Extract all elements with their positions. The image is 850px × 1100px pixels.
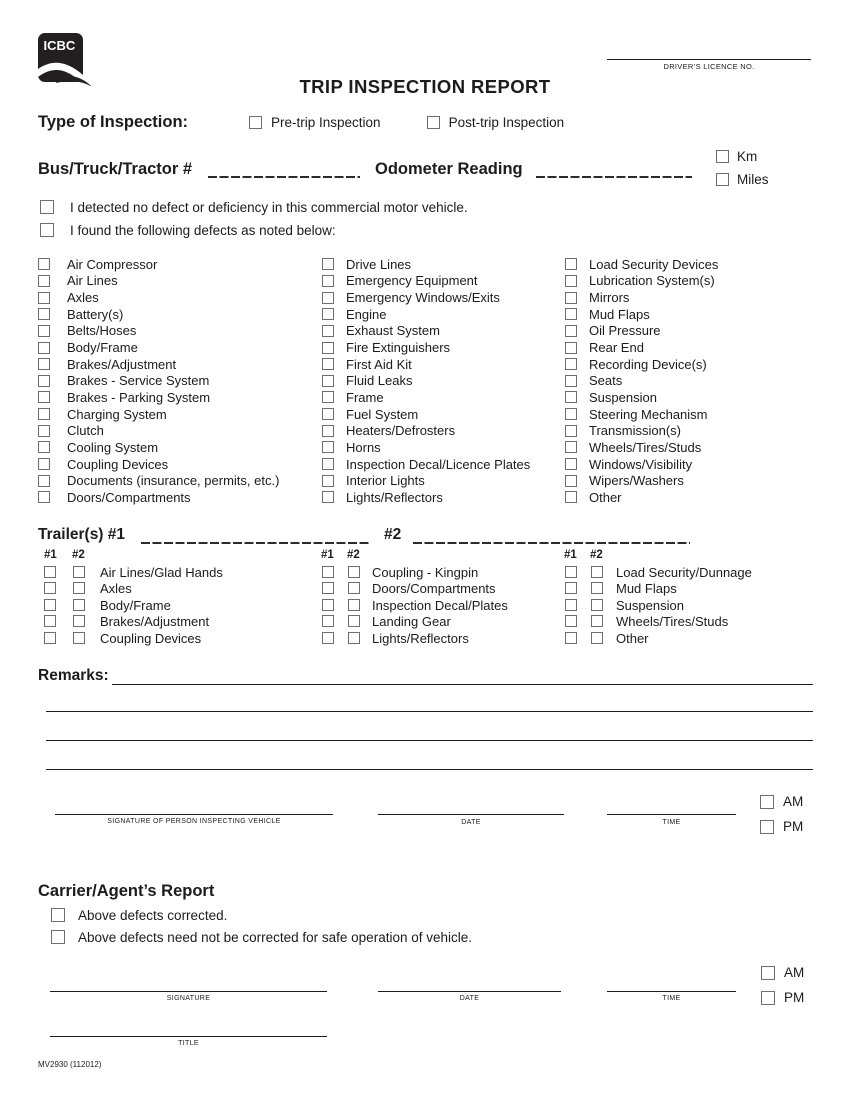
trailer-item-label: Coupling Devices <box>100 630 202 646</box>
trailer-col1-header: #1 <box>321 549 334 561</box>
defect-item <box>565 273 718 290</box>
odometer-unit-checkbox[interactable] <box>716 150 729 163</box>
trailer1-checkbox[interactable] <box>322 599 334 611</box>
remarks-label: Remarks: <box>38 667 109 684</box>
defect-label: Air Compressor <box>67 256 158 272</box>
trailer2-checkbox[interactable] <box>73 566 85 578</box>
carrier-report-title: Carrier/Agent’s Report <box>38 882 215 900</box>
defect-checkbox[interactable] <box>38 441 50 453</box>
trailer-item-label: Suspension <box>616 597 684 613</box>
defect-item <box>565 256 718 273</box>
defect-item <box>38 422 279 439</box>
declaration-row <box>40 200 468 223</box>
trailer1-checkbox[interactable] <box>44 582 56 594</box>
defect-checkbox[interactable] <box>322 292 334 304</box>
defect-item <box>322 339 530 356</box>
defect-label: First Aid Kit <box>346 356 412 372</box>
carrier-option-checkbox[interactable] <box>51 930 65 944</box>
trailer-item-label: Other <box>616 630 649 646</box>
declarations <box>40 200 468 245</box>
defect-checkbox[interactable] <box>565 275 577 287</box>
trailer1-checkbox[interactable] <box>322 582 334 594</box>
defect-label: Emergency Equipment <box>346 273 478 289</box>
declaration-label: I found the following defects as noted below: <box>70 222 336 238</box>
defect-item <box>565 456 718 473</box>
defect-item <box>565 289 718 306</box>
inspector-am-option <box>760 794 803 809</box>
trailer-item-label: Air Lines/Glad Hands <box>100 565 223 580</box>
defect-checkbox[interactable] <box>38 325 50 337</box>
trailer1-checkbox[interactable] <box>565 599 577 611</box>
vehicle-unit-input-line[interactable] <box>208 176 360 178</box>
odometer-input-line[interactable] <box>536 176 692 178</box>
defect-checkbox[interactable] <box>322 458 334 470</box>
carrier-option-checkbox[interactable] <box>51 908 65 922</box>
defect-item <box>38 372 279 389</box>
defect-item <box>38 389 279 406</box>
defect-label: Mirrors <box>589 290 630 306</box>
trailer1-checkbox[interactable] <box>322 632 334 644</box>
defect-checkbox[interactable] <box>38 308 50 320</box>
trailer-col1-header: #1 <box>564 549 577 561</box>
carrier-am-label: AM <box>784 965 805 980</box>
defect-label: Seats <box>589 373 623 389</box>
trailer2-checkbox[interactable] <box>591 582 603 594</box>
trailer-item-label: Lights/Reflectors <box>372 630 469 646</box>
defect-label: Lights/Reflectors <box>346 489 443 505</box>
trailer2-checkbox[interactable] <box>73 615 85 627</box>
declaration-label: I detected no defect or deficiency in this commercial motor vehicle. <box>70 200 468 215</box>
defect-item <box>565 472 718 489</box>
defect-checkbox[interactable] <box>322 325 334 337</box>
defect-item <box>38 356 279 373</box>
defect-item <box>322 489 530 506</box>
defect-checkbox[interactable] <box>565 491 577 503</box>
defect-checkbox[interactable] <box>322 491 334 503</box>
defect-item <box>38 339 279 356</box>
defect-item <box>38 256 279 273</box>
defect-label: Air Lines <box>67 273 118 289</box>
trailer1-checkbox[interactable] <box>565 582 577 594</box>
defect-label: Fluid Leaks <box>346 373 413 389</box>
inspection-type-option <box>249 115 381 130</box>
defect-item <box>322 256 530 273</box>
defect-item <box>322 406 530 423</box>
trailer2-checkbox[interactable] <box>73 599 85 611</box>
defect-checkbox[interactable] <box>565 408 577 420</box>
defect-item <box>38 439 279 456</box>
declaration-checkbox[interactable] <box>40 223 54 237</box>
trailer-col2-header: #2 <box>590 549 603 561</box>
carrier-title-label: TITLE <box>178 1040 199 1047</box>
defect-checkbox[interactable] <box>565 342 577 354</box>
defect-label: Cooling System <box>67 439 159 455</box>
defect-label: Wipers/Washers <box>589 473 684 489</box>
carrier-title-line[interactable] <box>50 1036 327 1037</box>
trailer2-checkbox[interactable] <box>348 582 360 594</box>
trailer-item-label: Axles <box>100 581 132 597</box>
defects-column-2 <box>322 256 530 506</box>
trailer2-checkbox[interactable] <box>348 615 360 627</box>
trailer1-checkbox[interactable] <box>565 632 577 644</box>
defect-label: Emergency Windows/Exits <box>346 290 500 306</box>
carrier-pm-option <box>761 990 804 1005</box>
inspection-type-label: Type of Inspection: <box>38 113 189 131</box>
defect-label: Doors/Compartments <box>67 489 191 505</box>
defect-checkbox[interactable] <box>565 458 577 470</box>
defect-label: Brakes - Parking System <box>67 389 211 405</box>
defect-item <box>565 339 718 356</box>
carrier-date-label: DATE <box>459 995 480 1002</box>
carrier-option-row <box>51 930 472 952</box>
defect-label: Rear End <box>589 340 644 356</box>
declaration-row <box>40 223 468 246</box>
defect-checkbox[interactable] <box>565 375 577 387</box>
defect-label: Fire Extinguishers <box>346 340 451 356</box>
defect-label: Brakes - Service System <box>67 373 210 389</box>
defect-item <box>322 389 530 406</box>
defect-checkbox[interactable] <box>38 258 50 270</box>
odometer-unit-label: Km <box>737 149 758 164</box>
defect-label: Axles <box>67 290 99 306</box>
odometer-unit-option <box>716 168 769 191</box>
trailer1-checkbox[interactable] <box>322 566 334 578</box>
trailer-item-label: Wheels/Tires/Studs <box>616 614 729 630</box>
defect-item <box>38 406 279 423</box>
defect-item <box>322 472 530 489</box>
carrier-options <box>51 908 472 952</box>
defect-label: Charging System <box>67 406 167 422</box>
declaration-checkbox[interactable] <box>40 200 54 214</box>
defect-item <box>38 273 279 290</box>
trailer-item-label: Landing Gear <box>372 614 451 630</box>
defect-checkbox[interactable] <box>565 425 577 437</box>
inspection-type-checkbox[interactable] <box>249 116 262 129</box>
trailer1-checkbox[interactable] <box>565 615 577 627</box>
carrier-option-label: Above defects need not be corrected for safe operation of vehicle. <box>78 930 472 945</box>
defect-item <box>38 456 279 473</box>
defect-checkbox[interactable] <box>38 458 50 470</box>
defect-item <box>38 472 279 489</box>
inspection-type-option-label: Post-trip Inspection <box>448 115 565 130</box>
defect-item <box>322 323 530 340</box>
inspector-signature-label: SIGNATURE OF PERSON INSPECTING VEHICLE <box>107 818 281 825</box>
trailer1-input-line[interactable] <box>141 542 371 544</box>
page-title: TRIP INSPECTION REPORT <box>299 76 551 97</box>
inspection-type-checkbox[interactable] <box>427 116 440 129</box>
defect-checkbox[interactable] <box>38 342 50 354</box>
defect-item <box>322 439 530 456</box>
odometer-label: Odometer Reading <box>375 160 523 178</box>
trailer1-checkbox[interactable] <box>44 566 56 578</box>
defect-checkbox[interactable] <box>38 391 50 403</box>
icbc-logo-text: ICBC <box>43 38 76 53</box>
defect-item <box>322 306 530 323</box>
defect-item <box>565 323 718 340</box>
carrier-time-label: TIME <box>662 995 681 1002</box>
trailer-item-label: Body/Frame <box>100 597 171 613</box>
trailer2-label: #2 <box>384 526 402 543</box>
defect-checkbox[interactable] <box>565 308 577 320</box>
defect-label: Recording Device(s) <box>589 356 707 372</box>
defect-label: Fuel System <box>346 406 419 422</box>
inspector-date-line[interactable] <box>378 814 564 815</box>
defect-checkbox[interactable] <box>322 475 334 487</box>
trailer1-checkbox[interactable] <box>44 632 56 644</box>
defect-checkbox[interactable] <box>38 425 50 437</box>
defect-item <box>322 422 530 439</box>
trailer2-checkbox[interactable] <box>591 566 603 578</box>
defect-item <box>38 289 279 306</box>
remarks-line-3[interactable] <box>46 740 813 741</box>
defect-label: Exhaust System <box>346 323 440 339</box>
inspection-type-option <box>427 115 565 130</box>
trailer2-input-line[interactable] <box>413 542 690 544</box>
carrier-date-line[interactable] <box>378 991 561 992</box>
trailer2-checkbox[interactable] <box>591 632 603 644</box>
vehicle-unit-label: Bus/Truck/Tractor # <box>38 160 193 178</box>
defect-item <box>38 489 279 506</box>
defect-item <box>322 356 530 373</box>
odometer-unit-option <box>716 145 769 168</box>
defect-item <box>565 306 718 323</box>
trailer-col1-header: #1 <box>44 549 57 561</box>
defect-label: Horns <box>346 439 381 455</box>
defect-checkbox[interactable] <box>322 441 334 453</box>
trailer-col2-header: #2 <box>72 549 85 561</box>
inspector-pm-option <box>760 819 803 834</box>
trailer2-checkbox[interactable] <box>348 566 360 578</box>
trailer1-checkbox[interactable] <box>44 599 56 611</box>
odometer-units <box>716 145 769 191</box>
defect-label: Transmission(s) <box>589 423 681 439</box>
trailer-item-label: Doors/Compartments <box>372 581 496 597</box>
defect-item <box>38 306 279 323</box>
defect-label: Lubrication System(s) <box>589 273 715 289</box>
defect-checkbox[interactable] <box>322 375 334 387</box>
defect-checkbox[interactable] <box>322 408 334 420</box>
remarks-line-2[interactable] <box>46 711 813 712</box>
defect-label: Interior Lights <box>346 473 425 489</box>
inspector-pm-checkbox[interactable] <box>760 820 774 834</box>
inspector-am-checkbox[interactable] <box>760 795 774 809</box>
inspector-am-label: AM <box>783 794 804 809</box>
defect-item <box>322 273 530 290</box>
drivers-licence-line[interactable] <box>607 59 811 60</box>
trailer-item-label: Brakes/Adjustment <box>100 614 210 630</box>
trailer-item-label: Mud Flaps <box>616 581 677 597</box>
defect-label: Belts/Hoses <box>67 323 137 339</box>
defect-label: Wheels/Tires/Studs <box>589 439 702 455</box>
defect-label: Oil Pressure <box>589 323 661 339</box>
defect-checkbox[interactable] <box>322 391 334 403</box>
carrier-option-label: Above defects corrected. <box>78 908 228 923</box>
defect-checkbox[interactable] <box>38 375 50 387</box>
defect-checkbox[interactable] <box>38 292 50 304</box>
defect-label: Engine <box>346 306 387 322</box>
carrier-signature-line[interactable] <box>50 991 327 992</box>
defect-checkbox[interactable] <box>38 358 50 370</box>
defect-item <box>38 323 279 340</box>
form-number: MV2930 (112012) <box>38 1060 102 1069</box>
trailer-item-label: Coupling - Kingpin <box>372 565 479 580</box>
defect-checkbox[interactable] <box>322 425 334 437</box>
defect-checkbox[interactable] <box>322 342 334 354</box>
trailer1-checkbox[interactable] <box>322 615 334 627</box>
defect-label: Frame <box>346 389 384 405</box>
defect-label: Windows/Visibility <box>589 456 693 472</box>
odometer-unit-checkbox[interactable] <box>716 173 729 186</box>
carrier-am-option <box>761 965 804 980</box>
trailers-label: Trailer(s) #1 <box>38 526 126 543</box>
remarks-line-1[interactable] <box>112 684 813 685</box>
defect-label: Coupling Devices <box>67 456 169 472</box>
defect-item <box>565 406 718 423</box>
defect-label: Steering Mechanism <box>589 406 708 422</box>
trailer-item-label: Load Security/Dunnage <box>616 565 752 580</box>
inspector-time-line[interactable] <box>607 814 736 815</box>
trailer-col2-header: #2 <box>347 549 360 561</box>
defect-label: Load Security Devices <box>589 256 719 272</box>
defect-label: Documents (insurance, permits, etc.) <box>67 473 280 489</box>
defect-item <box>565 489 718 506</box>
defect-label: Suspension <box>589 389 657 405</box>
defect-label: Heaters/Defrosters <box>346 423 456 439</box>
defect-checkbox[interactable] <box>38 275 50 287</box>
trailer2-checkbox[interactable] <box>348 632 360 644</box>
defect-label: Inspection Decal/Licence Plates <box>346 456 531 472</box>
defect-checkbox[interactable] <box>38 491 50 503</box>
defect-label: Drive Lines <box>346 256 412 272</box>
defect-item <box>322 289 530 306</box>
inspector-date-label: DATE <box>461 819 481 826</box>
defect-label: Mud Flaps <box>589 306 650 322</box>
drivers-licence-label: DRIVER’S LICENCE NO. <box>663 62 755 71</box>
defect-label: Brakes/Adjustment <box>67 356 177 372</box>
defect-item <box>322 372 530 389</box>
defect-item <box>565 372 718 389</box>
defects-column-1 <box>38 256 279 506</box>
inspector-pm-label: PM <box>783 819 804 834</box>
defect-checkbox[interactable] <box>565 325 577 337</box>
trailer-item-label: Inspection Decal/Plates <box>372 597 508 613</box>
defect-checkbox[interactable] <box>565 258 577 270</box>
inspection-type-options <box>249 115 564 130</box>
carrier-pm-checkbox[interactable] <box>761 991 775 1005</box>
defect-label: Battery(s) <box>67 306 124 322</box>
carrier-time-line[interactable] <box>607 991 736 992</box>
defect-checkbox[interactable] <box>565 475 577 487</box>
trailer1-checkbox[interactable] <box>565 566 577 578</box>
defect-label: Other <box>589 489 622 505</box>
defect-checkbox[interactable] <box>565 441 577 453</box>
defects-column-3 <box>565 256 718 506</box>
defect-checkbox[interactable] <box>322 258 334 270</box>
defect-checkbox[interactable] <box>322 275 334 287</box>
carrier-option-row <box>51 908 472 930</box>
carrier-pm-label: PM <box>784 990 805 1005</box>
defect-item <box>565 422 718 439</box>
defect-label: Clutch <box>67 423 104 439</box>
defect-checkbox[interactable] <box>565 358 577 370</box>
defect-checkbox[interactable] <box>38 408 50 420</box>
trailer2-checkbox[interactable] <box>73 632 85 644</box>
defect-checkbox[interactable] <box>565 292 577 304</box>
defect-item <box>565 389 718 406</box>
defect-item <box>565 439 718 456</box>
defect-checkbox[interactable] <box>322 308 334 320</box>
inspector-time-label: TIME <box>662 819 681 826</box>
defect-checkbox[interactable] <box>322 358 334 370</box>
defect-checkbox[interactable] <box>565 391 577 403</box>
odometer-unit-label: Miles <box>737 172 769 187</box>
trailer2-checkbox[interactable] <box>73 582 85 594</box>
inspector-signature-line[interactable] <box>55 814 333 815</box>
defect-item <box>322 456 530 473</box>
defect-checkbox[interactable] <box>38 475 50 487</box>
carrier-am-checkbox[interactable] <box>761 966 775 980</box>
trailer1-checkbox[interactable] <box>44 615 56 627</box>
carrier-signature-label: SIGNATURE <box>166 995 211 1002</box>
remarks-line-4[interactable] <box>46 769 813 770</box>
inspection-type-option-label: Pre-trip Inspection <box>271 115 381 130</box>
trailer2-checkbox[interactable] <box>348 599 360 611</box>
defect-item <box>565 356 718 373</box>
trailer2-checkbox[interactable] <box>591 599 603 611</box>
defect-label: Body/Frame <box>67 340 138 356</box>
trailer2-checkbox[interactable] <box>591 615 603 627</box>
